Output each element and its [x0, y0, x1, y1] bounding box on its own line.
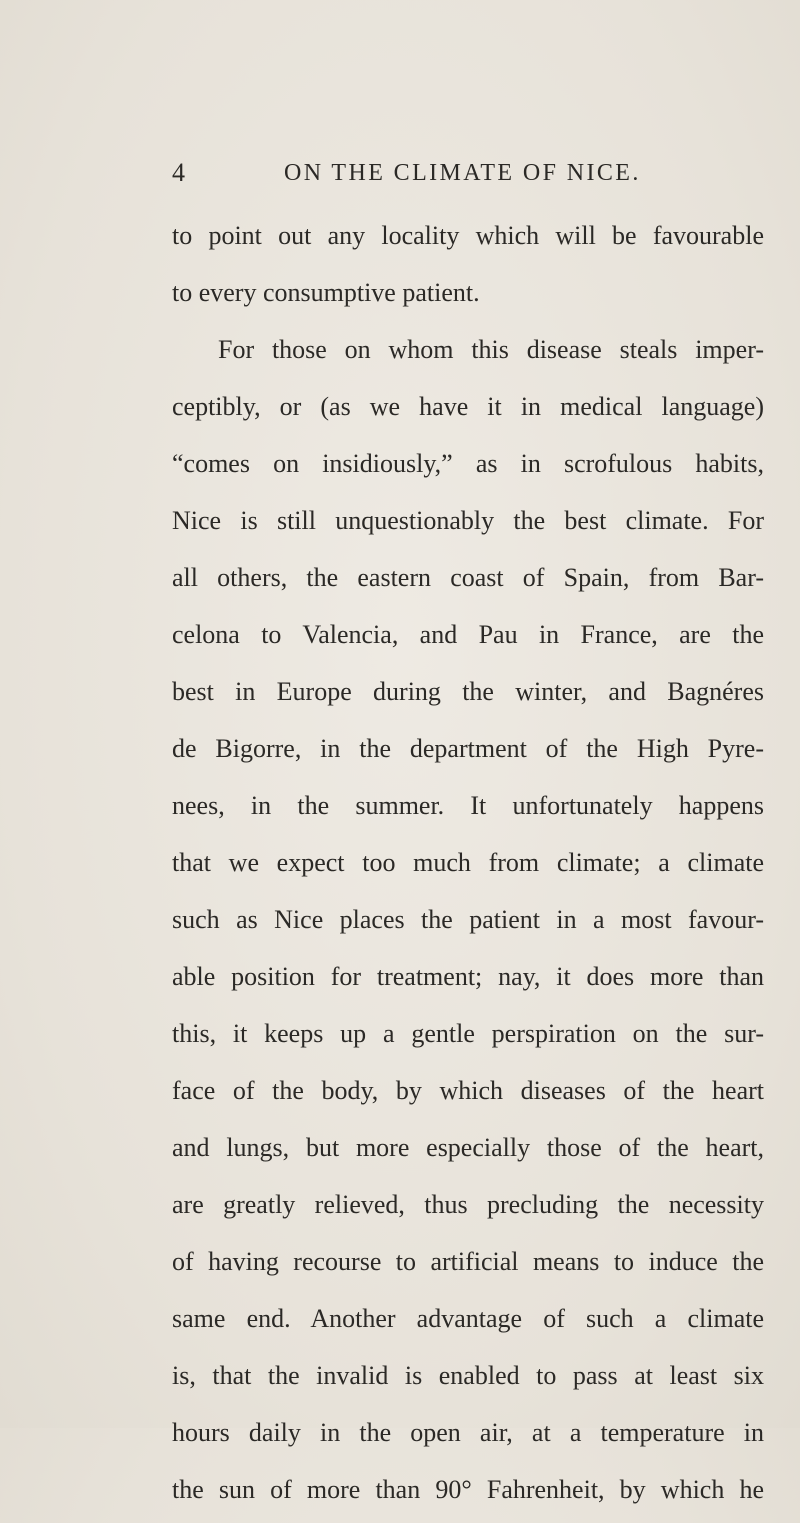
text-line: are greatly relieved, thus precluding the necessity	[172, 1190, 764, 1219]
text-line: this, it keeps up a gentle perspiration on the sur-	[172, 1019, 764, 1048]
text-line: Nice is still unquestionably the best climate. For	[172, 506, 764, 535]
text-line: all others, the eastern coast of Spain, from Bar-	[172, 563, 764, 592]
text-line: the sun of more than 90° Fahrenheit, by which he	[172, 1475, 764, 1504]
text-line: to point out any locality which will be favourable	[172, 221, 764, 250]
text-line: is, that the invalid is enabled to pass at least six	[172, 1361, 764, 1390]
page-number: 4	[172, 158, 185, 187]
text-line: and lungs, but more especially those of the heart,	[172, 1133, 764, 1162]
running-title: ON THE CLIMATE OF NICE.	[284, 160, 641, 186]
text-line: For those on whom this disease steals imper-	[218, 335, 764, 364]
body-text	[172, 212, 764, 1523]
text-line: ceptibly, or (as we have it in medical language)	[172, 392, 764, 421]
text-line: face of the body, by which diseases of the heart	[172, 1076, 764, 1105]
text-line: nees, in the summer. It unfortunately happens	[172, 791, 764, 820]
text-line: “comes on insidiously,” as in scrofulous habits,	[172, 449, 764, 478]
text-line: same end. Another advantage of such a climate	[172, 1304, 764, 1333]
text-line: of having recourse to artificial means to induce the	[172, 1247, 764, 1276]
text-line: that we expect too much from climate; a climate	[172, 848, 764, 877]
text-line: to every consumptive patient.	[172, 278, 480, 307]
text-line: hours daily in the open air, at a temperature in	[172, 1418, 764, 1447]
text-line: able position for treatment; nay, it does more than	[172, 962, 764, 991]
text-line: best in Europe during the winter, and Bagnéres	[172, 677, 764, 706]
page-header	[172, 158, 772, 194]
text-line: celona to Valencia, and Pau in France, are the	[172, 620, 764, 649]
text-line: de Bigorre, in the department of the High Pyre-	[172, 734, 764, 763]
text-line: such as Nice places the patient in a most favour-	[172, 905, 764, 934]
